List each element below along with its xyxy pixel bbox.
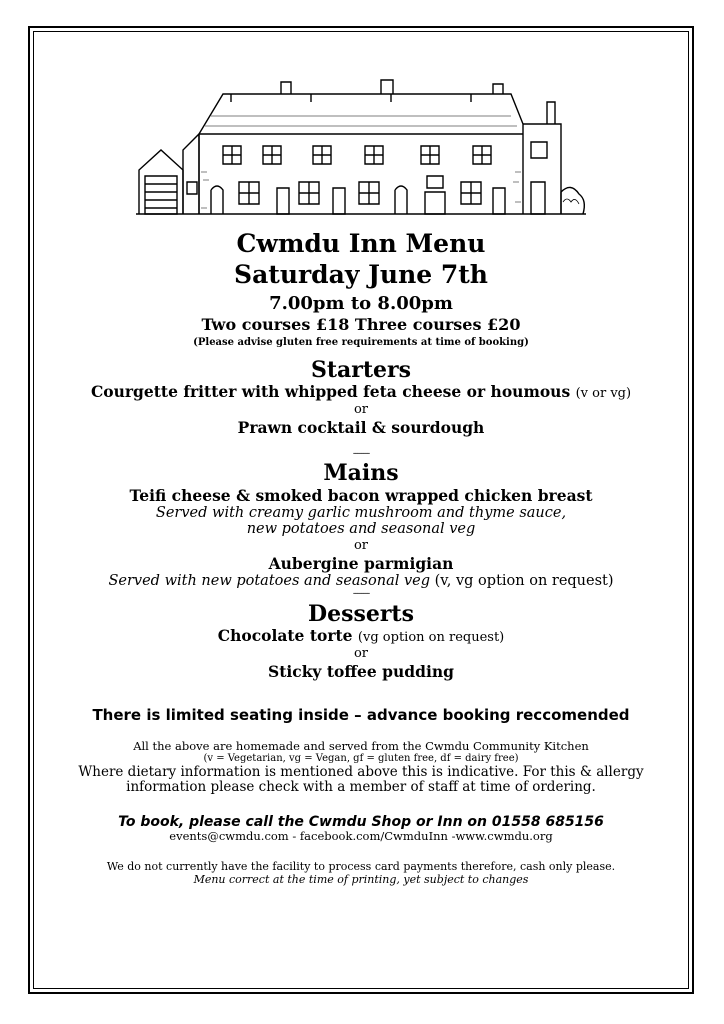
dessert-or: or	[353, 645, 369, 661]
limited-seating-notice: There is limited seating inside – advance booking reccomended	[92, 705, 630, 724]
menu-time: 7.00pm to 8.00pm	[269, 292, 453, 314]
booking-info: To book, please call the Cwmdu Shop or Inn on 01558 685156	[118, 813, 604, 830]
homemade-note: All the above are homemade and served from the Cwmdu Community Kitchen	[133, 738, 589, 753]
section-mains-heading: Mains	[323, 460, 399, 487]
dessert-item-1	[34, 627, 688, 646]
starter-item-2: Prawn cocktail & sourdough	[237, 418, 485, 438]
dietary-info-line-1: Where dietary information is mentioned above this is indicative. For this & allergy	[78, 763, 644, 780]
main-item-2-desc-text: Served with new potatoes and seasonal veg	[108, 572, 431, 589]
starter-item-1-name: Courgette fritter with whipped feta cheese or houmous	[90, 382, 571, 402]
dietary-key: (v = Vegetarian, vg = Vegan, gf = gluten free, df = dairy free)	[203, 753, 519, 765]
dessert-item-1-note: (vg option on request)	[357, 629, 505, 645]
starter-item-1	[34, 383, 688, 402]
inn-building-illustration	[131, 72, 591, 222]
dessert-item-2: Sticky toffee pudding	[268, 661, 454, 681]
section-starters-heading: Starters	[310, 357, 412, 384]
section-desserts-heading: Desserts	[308, 600, 414, 627]
main-item-1: Teifi cheese & smoked bacon wrapped chicken breast	[129, 485, 593, 505]
main-item-2-desc	[34, 573, 688, 590]
menu-date: Saturday June 7th	[234, 259, 488, 289]
payment-note: We do not currently have the facility to process card payments therefore, cash only please.	[106, 859, 616, 873]
dietary-info-line-2: information please check with a member of staff at time of ordering.	[126, 779, 596, 796]
starter-item-1-note: (v or vg)	[575, 386, 632, 402]
main-or: or	[353, 537, 369, 553]
dessert-item-1-name: Chocolate torte	[217, 625, 353, 645]
main-item-1-desc-1: Served with creamy garlic mushroom and thyme sauce,	[155, 504, 567, 521]
gluten-note: (Please advise gluten free requirements at time of booking)	[193, 336, 529, 348]
main-item-2: Aubergine parmigian	[268, 553, 454, 573]
starter-or: or	[353, 402, 369, 418]
contact-links: events@cwmdu.com - facebook.com/CwmduInn -www.cwmdu.org	[169, 828, 553, 843]
main-item-2-note: (v, vg option on request)	[434, 572, 614, 589]
menu-disclaimer: Menu correct at the time of printing, yet subject to changes	[193, 872, 529, 886]
menu-title: Cwmdu Inn Menu	[236, 229, 486, 258]
section-separator: --------	[352, 589, 370, 600]
menu-content	[34, 32, 688, 886]
section-separator: --------	[352, 449, 370, 460]
main-item-1-desc-2: new potatoes and seasonal veg	[246, 521, 476, 538]
menu-pricing: Two courses £18 Three courses £20	[201, 315, 521, 335]
